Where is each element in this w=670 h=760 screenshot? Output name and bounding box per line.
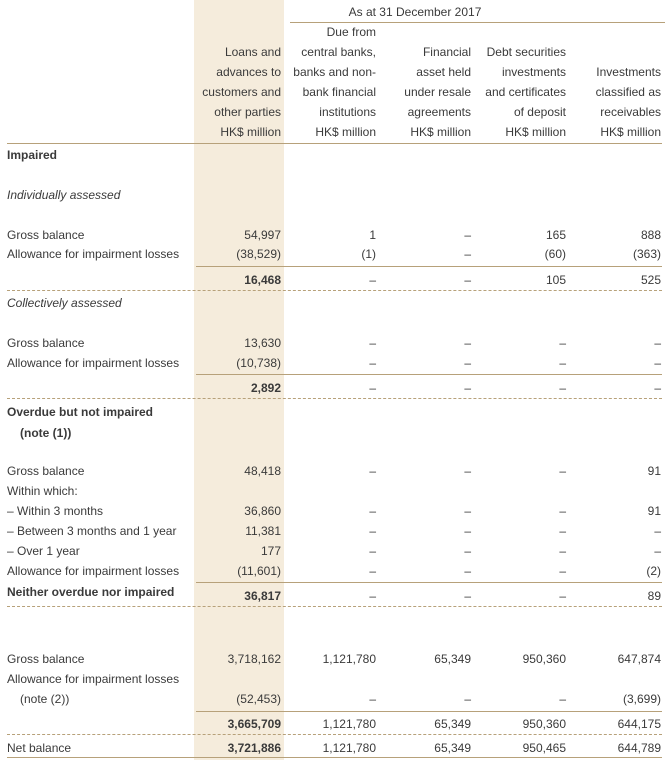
table-cell: 950,465 (522, 741, 566, 755)
table-cell: 1,121,780 (322, 652, 376, 666)
subtotal-rule (196, 582, 662, 583)
row-label: Allowance for impairment losses (7, 672, 180, 686)
table-cell: – (464, 464, 471, 478)
table-cell: 91 (647, 464, 661, 478)
table-cell: (3,699) (622, 692, 661, 706)
table-cell: 89 (647, 589, 661, 603)
column-header-line: agreements (407, 105, 471, 119)
section-impaired: Impaired (7, 148, 58, 162)
table-cell: 177 (260, 544, 281, 558)
table-cell: – (559, 356, 566, 370)
row-label: – Within 3 months (7, 504, 104, 518)
table-cell: – (369, 273, 376, 287)
table-cell: 950,360 (522, 652, 566, 666)
section-neither-overdue-nor-impaired: Neither overdue nor impaired (7, 585, 175, 599)
table-cell: – (559, 504, 566, 518)
row-label: (note (2)) (20, 692, 70, 706)
header-rule (7, 143, 662, 144)
column-header-line: under resale (404, 85, 471, 99)
column-header-line: HK$ million (505, 125, 566, 139)
table-cell: 65,349 (434, 717, 471, 731)
table-cell: 48,418 (244, 464, 281, 478)
table-cell: – (559, 524, 566, 538)
table-cell: 36,860 (244, 504, 281, 518)
table-cell: – (464, 381, 471, 395)
section-dash-rule (7, 290, 662, 291)
table-cell: 91 (647, 504, 661, 518)
table-cell: 165 (545, 228, 566, 242)
row-label: Allowance for impairment losses (7, 247, 180, 261)
table-cell: (52,453) (236, 692, 281, 706)
table-cell: – (464, 336, 471, 350)
section-collectively-assessed: Collectively assessed (7, 296, 122, 310)
row-label: Net balance (7, 741, 72, 755)
subtotal-rule (196, 266, 662, 267)
table-cell: (60) (544, 247, 566, 261)
table-cell: (363) (632, 247, 661, 261)
table-cell: 3,721,886 (227, 741, 281, 755)
subtotal-rule (196, 711, 662, 712)
table-cell: – (654, 336, 661, 350)
row-label: Within which: (7, 484, 78, 498)
row-label: Gross balance (7, 336, 85, 350)
table-cell: 1,121,780 (322, 741, 376, 755)
table-cell: (11,601) (237, 564, 281, 578)
table-cell: – (369, 504, 376, 518)
table-cell: 2,892 (250, 381, 281, 395)
section-overdue-note: (note (1)) (20, 426, 72, 440)
column-header-line: classified as (595, 85, 661, 99)
column-header-line: Loans and (224, 45, 281, 59)
table-cell: (2) (646, 564, 661, 578)
table-cell: 36,817 (244, 589, 281, 603)
period-heading: As at 31 December 2017 (348, 5, 482, 19)
table-cell: – (559, 336, 566, 350)
table-cell: 1 (369, 228, 376, 242)
column-header-line: central banks, (301, 45, 376, 59)
column-header-line: Due from (326, 25, 376, 39)
table-cell: 105 (545, 273, 566, 287)
section-dash-rule (7, 734, 662, 735)
column-header-line: of deposit (513, 105, 566, 119)
column-header-line: Debt securities (486, 45, 566, 59)
table-cell: – (464, 589, 471, 603)
table-cell: 950,360 (522, 717, 566, 731)
table-cell: – (369, 381, 376, 395)
column-header-line: bank financial (302, 85, 376, 99)
table-cell: – (464, 504, 471, 518)
table-cell: 54,997 (244, 228, 281, 242)
column-header-line: asset held (416, 65, 471, 79)
table-cell: – (369, 589, 376, 603)
subtotal-rule (196, 374, 662, 375)
table-cell: (1) (361, 247, 376, 261)
column-header-line: Investments (596, 65, 661, 79)
table-cell: 1,121,780 (322, 717, 376, 731)
table-cell: – (559, 692, 566, 706)
table-cell: – (369, 524, 376, 538)
table-cell: – (559, 464, 566, 478)
row-label: Gross balance (7, 228, 85, 242)
table-cell: 644,175 (617, 717, 661, 731)
column-header-line: other parties (214, 105, 281, 119)
row-label: Allowance for impairment losses (7, 564, 180, 578)
table-cell: – (369, 692, 376, 706)
table-cell: – (464, 273, 471, 287)
table-cell: (38,529) (236, 247, 281, 261)
table-cell: – (369, 544, 376, 558)
table-cell: – (464, 228, 471, 242)
column-header-line: customers and (202, 85, 281, 99)
row-label: – Over 1 year (7, 544, 80, 558)
table-cell: 16,468 (244, 273, 281, 287)
table-cell: – (369, 564, 376, 578)
section-dash-rule (7, 606, 662, 607)
table-cell: 11,381 (245, 524, 281, 538)
column-header-line: investments (501, 65, 566, 79)
table-cell: 13,630 (244, 336, 281, 350)
table-cell: – (654, 381, 661, 395)
table-cell: – (559, 589, 566, 603)
column-header-line: HK$ million (315, 125, 376, 139)
table-cell: – (654, 524, 661, 538)
table-cell: – (654, 544, 661, 558)
table-cell: – (464, 692, 471, 706)
table-cell: – (559, 381, 566, 395)
column-header-line: HK$ million (600, 125, 661, 139)
table-cell: – (369, 336, 376, 350)
column-header-line: HK$ million (410, 125, 471, 139)
column-header-line: banks and non- (293, 65, 376, 79)
row-label: Gross balance (7, 464, 85, 478)
table-cell: – (369, 356, 376, 370)
table-cell: – (464, 524, 471, 538)
column-header-line: receivables (600, 105, 661, 119)
table-cell: – (464, 544, 471, 558)
column-header-line: Financial (422, 45, 471, 59)
table-cell: 65,349 (434, 741, 471, 755)
table-cell: – (464, 247, 471, 261)
table-cell: 644,789 (617, 741, 661, 755)
column-header-line: and certificates (485, 85, 566, 99)
table-cell: 3,665,709 (227, 717, 281, 731)
column-header-line: institutions (319, 105, 376, 119)
table-cell: (10,738) (236, 356, 281, 370)
table-cell: – (559, 564, 566, 578)
table-cell: 3,718,162 (227, 652, 281, 666)
column-header-line: advances to (216, 65, 281, 79)
table-cell: – (654, 356, 661, 370)
table-cell: – (464, 356, 471, 370)
table-cell: – (559, 544, 566, 558)
column-header-line: HK$ million (220, 125, 281, 139)
total-rule (7, 757, 662, 758)
table-cell: 65,349 (434, 652, 471, 666)
section-dash-rule (7, 398, 662, 399)
table-cell: 647,874 (617, 652, 661, 666)
row-label: – Between 3 months and 1 year (7, 524, 177, 538)
table-cell: 888 (640, 228, 661, 242)
table-cell: – (369, 464, 376, 478)
row-label: Allowance for impairment losses (7, 356, 180, 370)
table-cell: – (464, 564, 471, 578)
section-individually-assessed: Individually assessed (7, 188, 121, 202)
section-overdue-not-impaired: Overdue but not impaired (7, 405, 154, 419)
row-label: Gross balance (7, 652, 85, 666)
table-cell: 525 (640, 273, 661, 287)
